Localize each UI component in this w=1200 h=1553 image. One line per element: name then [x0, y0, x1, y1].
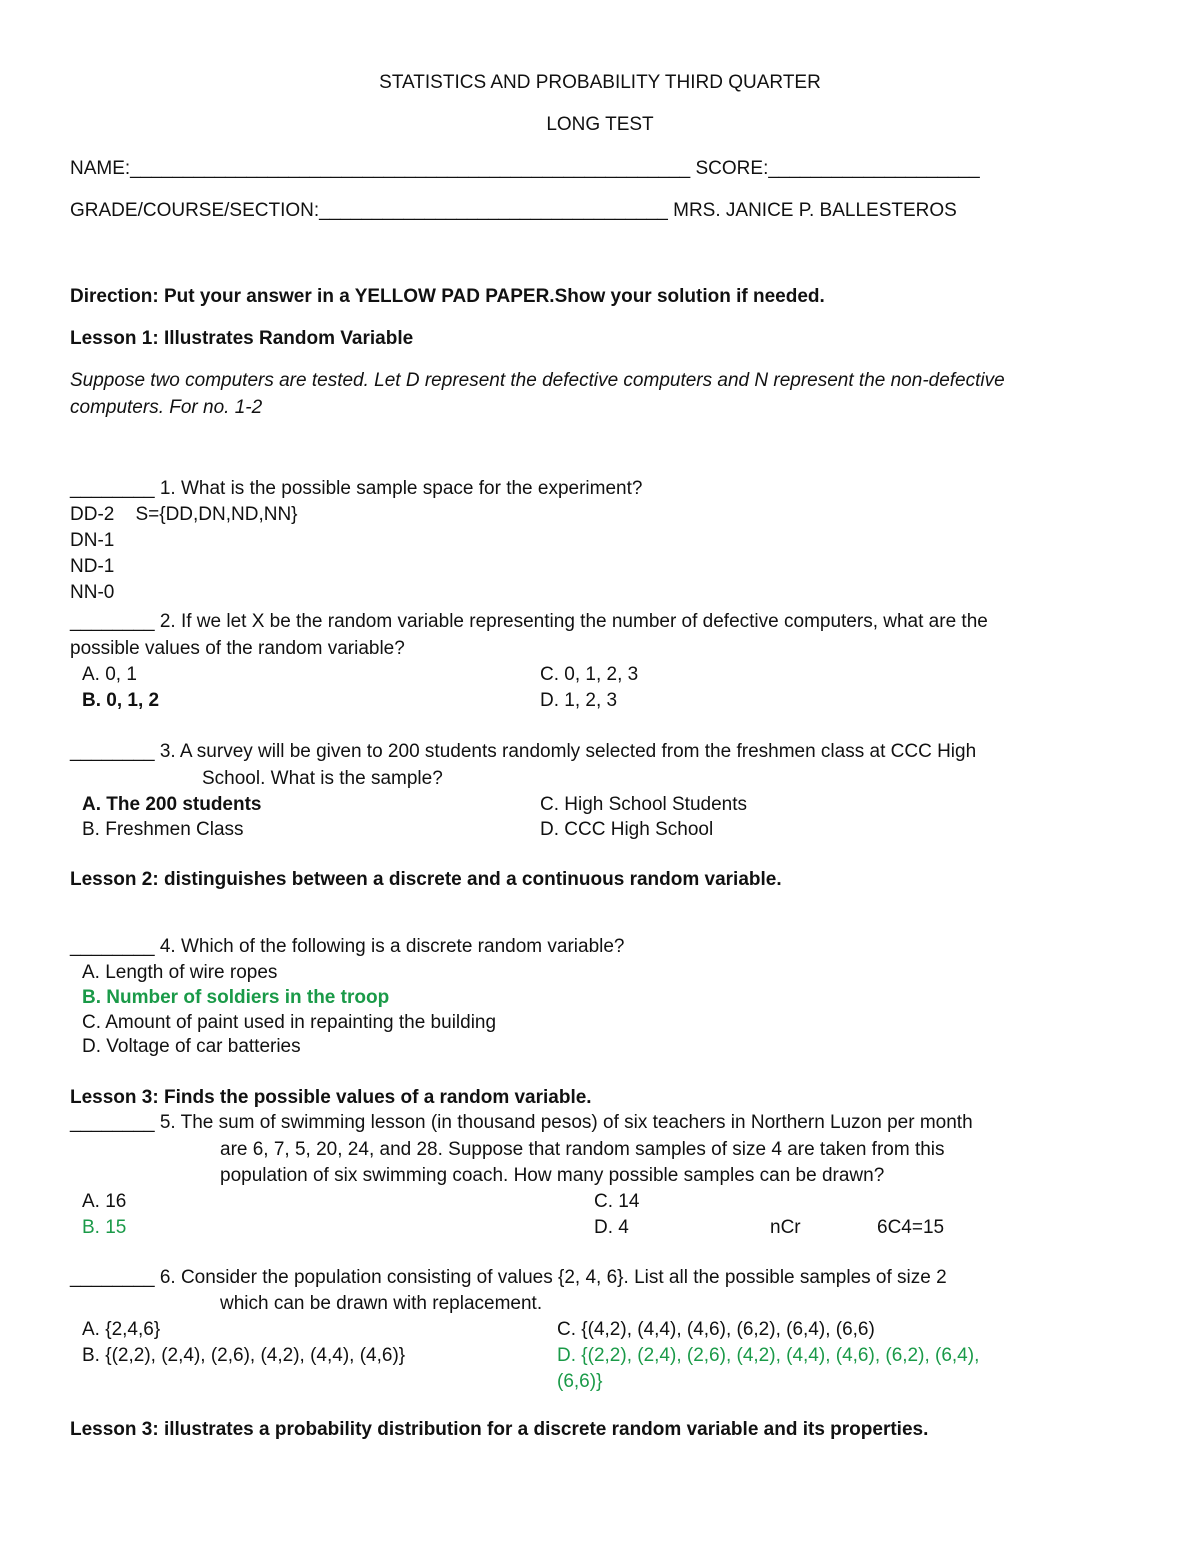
q5-option-b: B. 15	[82, 1217, 127, 1238]
name-score-line: NAME:_____________________________________________________ SCORE:____________________	[70, 158, 980, 179]
page-title: STATISTICS AND PROBABILITY THIRD QUARTER	[379, 72, 821, 93]
work-line-3: ND-1	[70, 556, 115, 577]
q4-option-b: B. Number of soldiers in the troop	[82, 987, 390, 1008]
lesson1-scenario-line1: Suppose two computers are tested. Let D represent the defective computers and N represent the non-defective	[70, 370, 1005, 391]
question-6-line2: which can be drawn with replacement.	[220, 1293, 543, 1314]
work-line-1: DD-2 S={DD,DN,ND,NN}	[70, 504, 298, 525]
question-5-line2: are 6, 7, 5, 20, 24, and 28. Suppose that random samples of size 4 are taken from this	[220, 1139, 945, 1160]
q4-option-a: A. Length of wire ropes	[82, 962, 278, 983]
q6-option-d-line2: (6,6)}	[557, 1371, 603, 1392]
question-4: ________ 4. Which of the following is a discrete random variable?	[70, 936, 625, 957]
lesson3-heading: Lesson 3: Finds the possible values of a random variable.	[70, 1087, 592, 1108]
question-3-line1: ________ 3. A survey will be given to 200 students randomly selected from the freshmen class at CCC High	[70, 741, 977, 762]
direction-text: Direction: Put your answer in a YELLOW PAD PAPER.Show your solution if needed.	[70, 286, 825, 307]
question-1: ________ 1. What is the possible sample space for the experiment?	[70, 478, 643, 499]
question-2-line2: possible values of the random variable?	[70, 638, 405, 659]
q4-option-c: C. Amount of paint used in repainting the building	[82, 1012, 497, 1033]
q6-option-a: A. {2,4,6}	[82, 1319, 161, 1340]
lesson3b-heading: Lesson 3: illustrates a probability distribution for a discrete random variable and its properties.	[70, 1419, 929, 1440]
work-line-4: NN-0	[70, 582, 115, 603]
lesson2-heading: Lesson 2: distinguishes between a discrete and a continuous random variable.	[70, 869, 782, 890]
q2-option-a: A. 0, 1	[82, 664, 137, 685]
grade-teacher-line: GRADE/COURSE/SECTION:_________________________________ MRS. JANICE P. BALLESTEROS	[70, 200, 957, 221]
q6-option-b: B. {(2,2), (2,4), (2,6), (4,2), (4,4), (4,6)}	[82, 1345, 406, 1366]
q2-option-d: D. 1, 2, 3	[540, 690, 618, 711]
question-5-line3: population of six swimming coach. How many possible samples can be drawn?	[220, 1165, 885, 1186]
q3-option-d: D. CCC High School	[540, 819, 714, 840]
q5-option-c: C. 14	[594, 1191, 640, 1212]
q5-note-ncr: nCr	[770, 1217, 801, 1238]
work-line-2: DN-1	[70, 530, 115, 551]
q4-option-d: D. Voltage of car batteries	[82, 1036, 301, 1057]
q5-option-a: A. 16	[82, 1191, 127, 1212]
q2-option-c: C. 0, 1, 2, 3	[540, 664, 639, 685]
question-5-line1: ________ 5. The sum of swimming lesson (in thousand pesos) of six teachers in Northern Luzon per month	[70, 1112, 973, 1133]
q2-option-b: B. 0, 1, 2	[82, 690, 160, 711]
lesson1-heading: Lesson 1: Illustrates Random Variable	[70, 328, 414, 349]
question-3-line2: School. What is the sample?	[202, 768, 443, 789]
q6-option-c: C. {(4,2), (4,4), (4,6), (6,2), (6,4), (6,6)	[557, 1319, 875, 1340]
q5-note-calc: 6C4=15	[877, 1217, 945, 1238]
lesson1-scenario-line2: computers. For no. 1-2	[70, 397, 263, 418]
q3-option-a: A. The 200 students	[82, 794, 262, 815]
q3-option-b: B. Freshmen Class	[82, 819, 244, 840]
q5-option-d: D. 4	[594, 1217, 629, 1238]
q3-option-c: C. High School Students	[540, 794, 748, 815]
question-6-line1: ________ 6. Consider the population consisting of values {2, 4, 6}. List all the possible samples of size 2	[70, 1267, 947, 1288]
question-2-line1: ________ 2. If we let X be the random variable representing the number of defective computers, what are the	[70, 611, 988, 632]
page-subtitle: LONG TEST	[546, 114, 654, 135]
q6-option-d-line1: D. {(2,2), (2,4), (2,6), (4,2), (4,4), (4,6), (6,2), (6,4),	[557, 1345, 980, 1366]
